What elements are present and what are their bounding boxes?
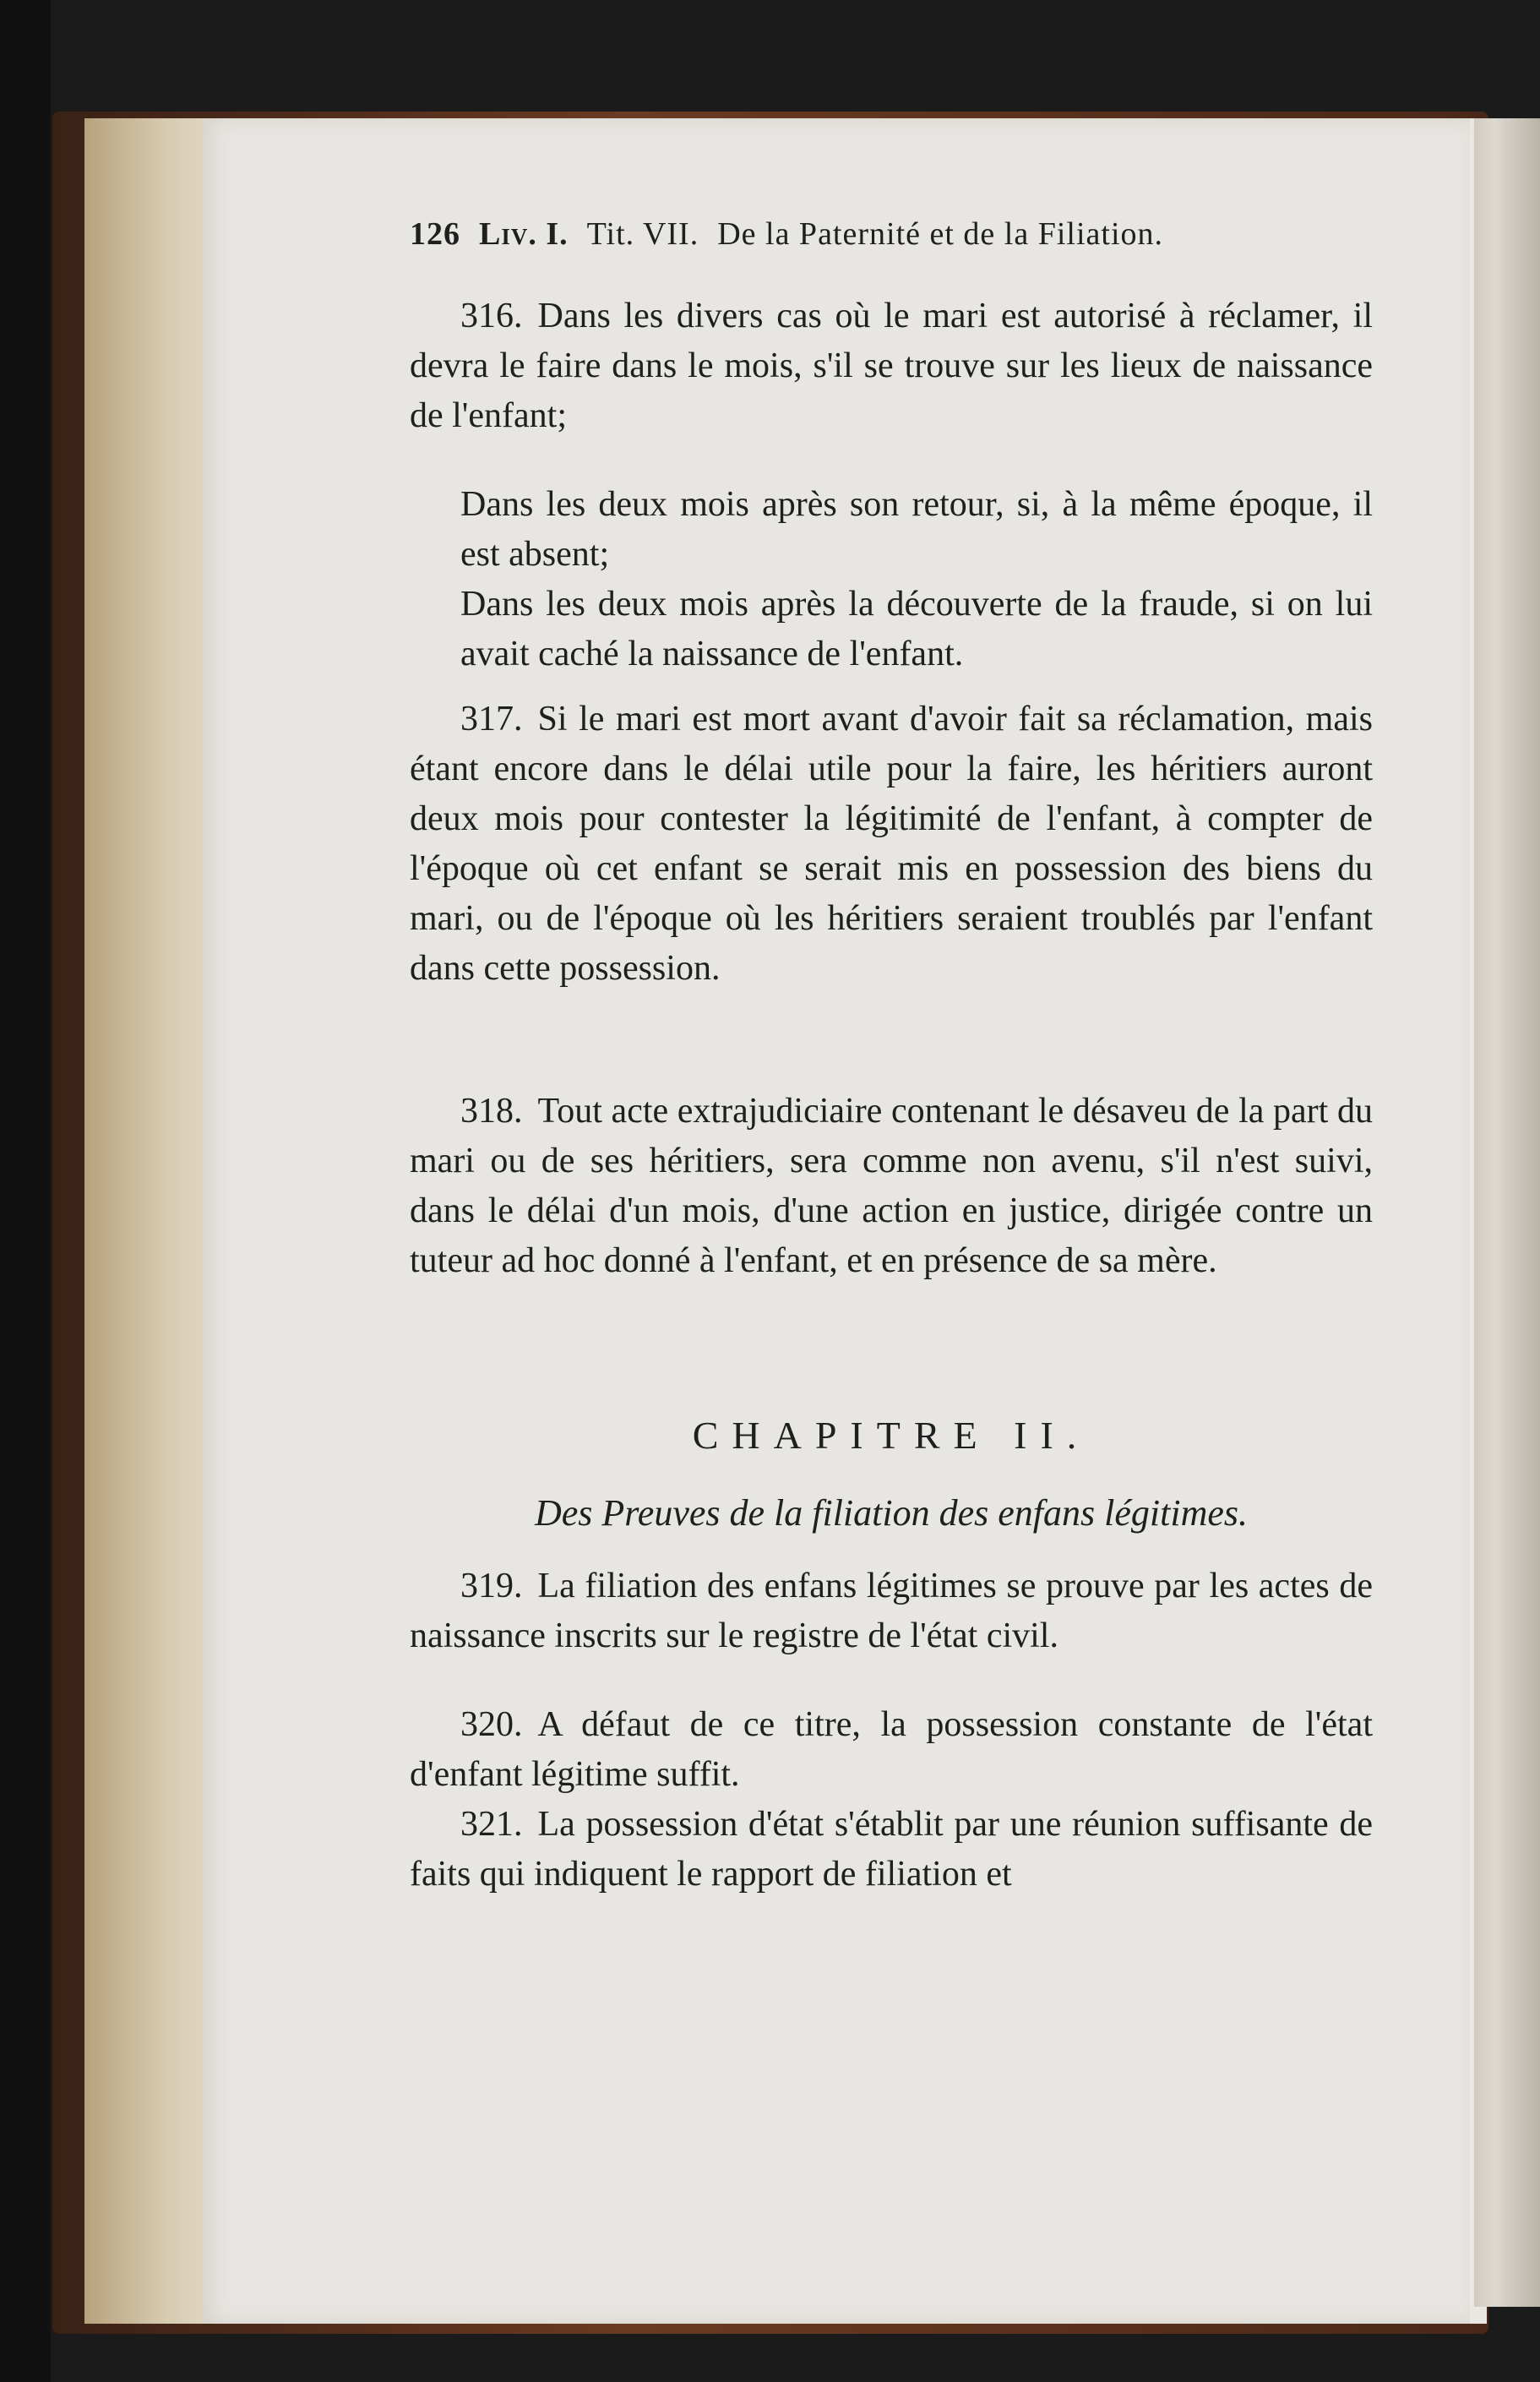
article-text: La possession d'état s'établit par une réunion suffisante de faits qui indiquent le rapport de filiation et: [410, 1805, 1373, 1894]
scan-color-strip: [0, 0, 51, 2382]
article-number: 321.: [460, 1805, 523, 1844]
article-317: [410, 695, 1373, 994]
title-label: Tit. VII.: [586, 216, 699, 252]
article-316-para-2: Dans les deux mois après son retour, si, à la même époque, il est absent;: [460, 485, 1373, 574]
page-text: [410, 215, 1373, 1900]
article-321: [410, 1800, 1373, 1900]
article-number: 317.: [460, 700, 523, 739]
chapter-heading: CHAPITRE II.: [692, 1414, 1091, 1457]
chapter-subtitle: Des Preuves de la filiation des enfans légitimes.: [535, 1492, 1248, 1534]
running-head: De la Paternité et de la Filiation.: [717, 216, 1163, 252]
next-page-edge: [1474, 118, 1540, 2307]
article-number: 318.: [460, 1092, 523, 1131]
article-text: A défaut de ce titre, la possession constante de l'état d'enfant légitime suffit.: [410, 1705, 1373, 1794]
article-316: [410, 292, 1373, 441]
article-text: La filiation des enfans légitimes se prouve par les actes de naissance inscrits sur le registre de l'état civil.: [410, 1567, 1373, 1655]
running-header: [410, 215, 1373, 253]
book-label: Liv. I.: [479, 216, 569, 252]
article-text: Dans les divers cas où le mari est autorisé à réclamer, il devra le faire dans le mois, s'il se trouve sur les lieux de naissance de l'enfant;: [410, 297, 1373, 435]
page-number: 126: [410, 216, 460, 252]
article-text: Tout acte extrajudiciaire contenant le désaveu de la part du mari ou de ses héritiers, sera comme non avenu, s'il n'est suivi, dans le délai d'un mois, d'une action en justice, dirigée contre un tuteur ad hoc donné à l'enfant, et en présence de sa mère.: [410, 1092, 1373, 1280]
article-text: Si le mari est mort avant d'avoir fait sa réclamation, mais étant encore dans le délai utile pour la faire, les héritiers auront deux mois pour contester la légitimité de l'enfant, à compter de l'époque où cet enfant se serait mis en possession des biens du mari, ou de l'époque où les héritiers seraient troublés par l'enfant dans cette possession.: [410, 700, 1373, 988]
article-320: [410, 1700, 1373, 1800]
article-316-para-3: Dans les deux mois après la découverte de la fraude, si on lui avait caché la naissance de l'enfant.: [460, 585, 1373, 673]
article-318: [410, 1087, 1373, 1286]
article-319: [410, 1562, 1373, 1661]
article-number: 316.: [460, 297, 523, 335]
article-number: 319.: [460, 1567, 523, 1605]
article-number: 320.: [460, 1705, 523, 1744]
